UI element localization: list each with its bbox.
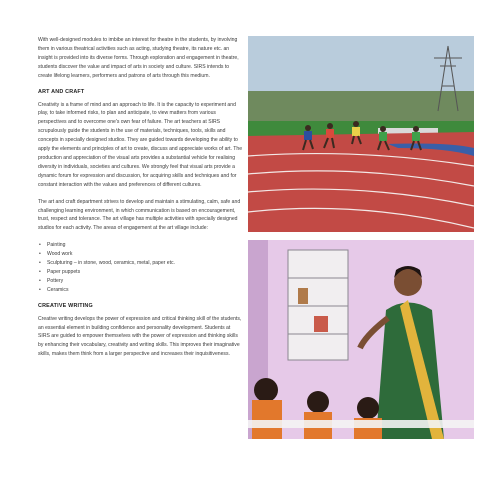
art-craft-paragraph-2: The art and craft department strives to develop and maintain a stimulating, calm, safe and challenging learning environment, in which communication is based on encouragement, trust, respect and tolerance. The art village has multiple activities with specially designed studios for each activity. The areas of engagement at the art village include: — [38, 198, 241, 232]
list-item: • Wood work — [38, 250, 243, 259]
intro-paragraph: With well-designed modules to imbibe an interest for theatre in the students, by involving them in various theatrical activities such as acting, studying theatre, its nature etc. an insight is provided into its diverse forms. Through exploration and engagement in theatre, students discover the value and impact of arts in society and culture. SIRS intends to create lifelong learners, performers and patrons of arts through this medium. — [38, 37, 239, 79]
classroom-photo — [248, 240, 474, 439]
list-item: • Ceramics — [38, 286, 243, 295]
classroom-illustration — [248, 240, 474, 439]
shelf — [288, 250, 348, 360]
creative-writing-paragraph: Creative writing develops the power of expression and critical thinking skill of the students, an essential element in building confidence and personality development. Students at SIRS are guided to empower themselves with the power of expression and thinking skills by enhancing their vocabulary, creativity and writing skills. This improves their imaginative skills, makes them think from a larger perspective and increases their inquisitiveness. — [38, 315, 242, 358]
activity-list — [38, 241, 243, 294]
list-item: • Sculpturing – in stone, wood, ceramics, metal, paper etc. — [38, 259, 243, 268]
list-item: • Paper puppets — [38, 268, 243, 277]
list-item: • Pottery — [38, 277, 243, 286]
running-track-photo — [248, 36, 474, 232]
creative-writing-heading: CREATIVE WRITING — [38, 302, 93, 309]
art-craft-paragraph-1: Creativity is a frame of mind and an approach to life. It is the capacity to experiment and play, to take informed risks, to plan and anticipate, to view matters from various perspectives and to overcome one's own fear of failure. The art teachers at SIRS scrupulously guide the students in the use of materials, techniques, tools, skills and concepts in specially designed studios. They are guided towards developing the ability to apply the elements and principles of art to create, discuss and appreciate works of art. The production and appreciation of the visual arts provides a substantial vehicle for realising diversity in individuals, societies and cultures. We strongly feel that visual arts provide a dynamic forum for expression and discussion, for acquiring skills and techniques and for constant interaction with the values and preferences of different cultures. — [38, 101, 243, 188]
text-column — [38, 36, 243, 367]
art-craft-heading: ART AND CRAFT — [38, 88, 85, 95]
list-item: • Painting — [38, 241, 243, 250]
running-track-illustration — [248, 36, 474, 232]
